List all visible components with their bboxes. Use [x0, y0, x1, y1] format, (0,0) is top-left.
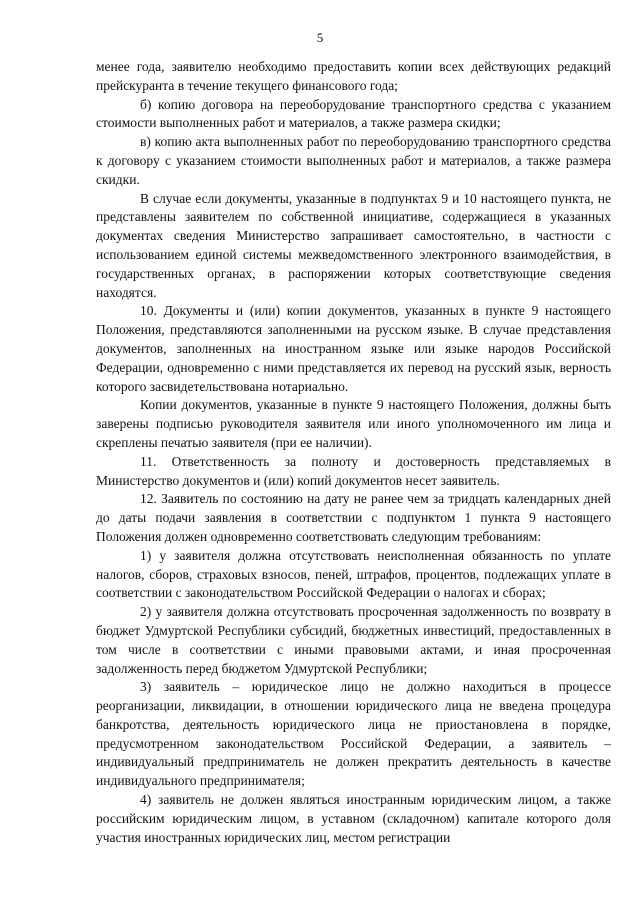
paragraph: 10. Документы и (или) копии документов, указанных в пункте 9 настоящего Положения, представляются заполненными на русском языке. В случае представления документов, заполненных на иностранном языке или языке народов Российской Федерации, одновременно с ними представляется их перевод на русский язык, верность которого засвидетельствована нотариально.: [96, 303, 611, 394]
paragraph: В случае если документы, указанные в подпунктах 9 и 10 настоящего пункта, не представлены заявителем по собственной инициативе, содержащиеся в указанных документах сведения Министерство запрашивает самостоятельно, в частности с использованием единой системы межведомственного электронного взаимодействия, в государственных органах, в распоряжении которых соответствующие сведения находятся.: [96, 190, 611, 300]
paragraph: Копии документов, указанные в пункте 9 настоящего Положения, должны быть заверены подписью руководителя заявителя или иного уполномоченного им лица и скреплены печатью заявителя (при ее наличии).: [96, 397, 611, 450]
document-body: [96, 58, 611, 847]
paragraph: 11. Ответственность за полноту и достоверность представляемых в Министерство документов и (или) копий документов несет заявитель.: [96, 453, 611, 488]
paragraph: менее года, заявителю необходимо предоставить копии всех действующих редакций прейскуранта в течение текущего финансового года;: [96, 59, 611, 93]
paragraph: в) копию акта выполненных работ по переоборудованию транспортного средства к договору с указанием стоимости выполненных работ и материалов, а также размера скидки.: [96, 134, 611, 187]
paragraph: б) копию договора на переоборудование транспортного средства с указанием стоимости выполненных работ и материалов, а также размера скидки;: [96, 96, 611, 131]
page-number: 5: [316, 30, 324, 45]
paragraph: 3) заявитель – юридическое лицо не должно находиться в процессе реорганизации, ликвидации, в отношении юридического лица не введена процедура банкротства, деятельность юридического лица не приостановлена в порядке, предусмотренном законодательством Российской Федерации, а заявитель – индивидуальный предприниматель не должен прекратить деятельность в качестве индивидуального предпринимателя;: [96, 679, 611, 789]
paragraph: 4) заявитель не должен являться иностранным юридическим лицом, а также российским юридическим лицом, в уставном (складочном) капитале которого доля участия иностранных юридических лиц, местом регистрации: [96, 792, 611, 845]
paragraph: 1) у заявителя должна отсутствовать неисполненная обязанность по уплате налогов, сборов, страховых взносов, пеней, штрафов, процентов, подлежащих уплате в соответствии с законодательством Российской Федерации о налогах и сборах;: [96, 547, 611, 601]
paragraph: 12. Заявитель по состоянию на дату не ранее чем за тридцать календарных дней до даты подачи заявления в соответствии с подпунктом 1 пункта 9 настоящего Положения должен одновременно соответствовать следующим требованиям:: [96, 491, 611, 544]
paragraph: 2) у заявителя должна отсутствовать просроченная задолженность по возврату в бюджет Удмуртской Республики субсидий, бюджетных инвестиций, предоставленных в том числе в соответствии с иными правовыми актами, и иная просроченная задолженность перед бюджетом Удмуртской Республики;: [96, 604, 611, 676]
